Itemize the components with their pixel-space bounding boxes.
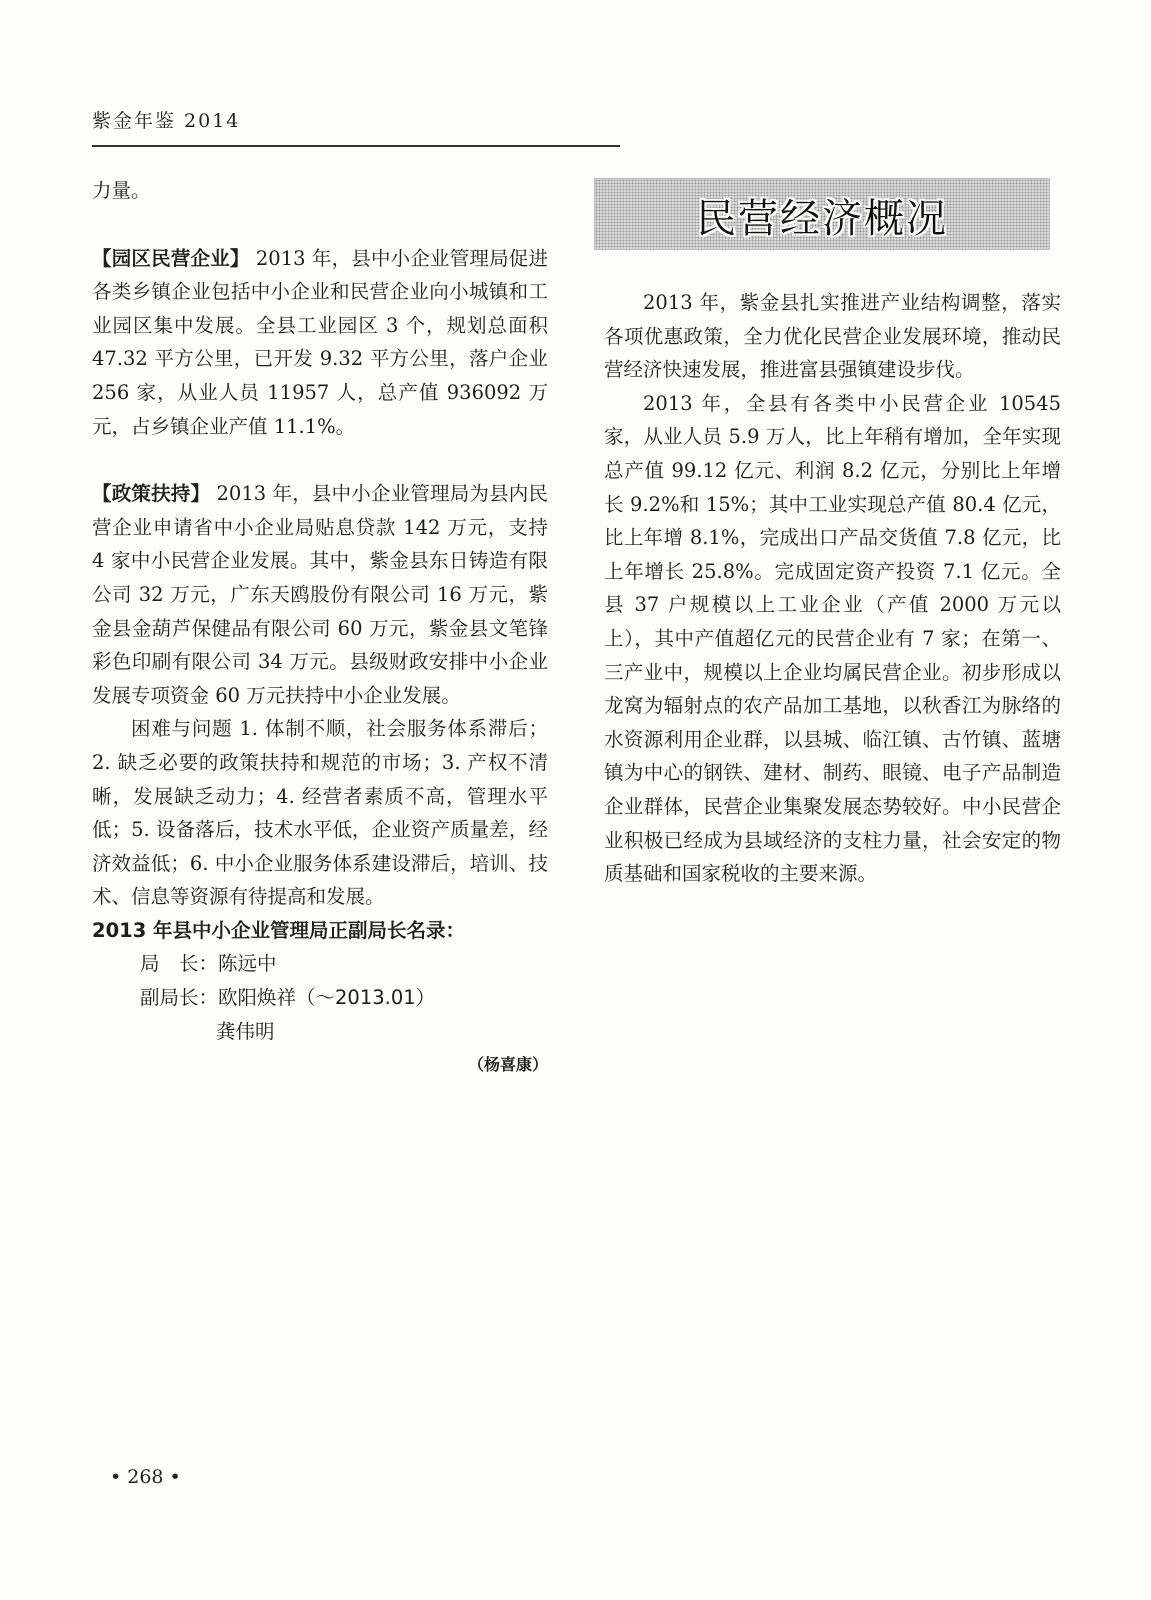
section-tag: 【政策扶持】 [92, 482, 211, 506]
roster-list [92, 947, 548, 1048]
paragraph: 2013 年，紫金县扎实推进产业结构调整，落实各项优惠政策，全力优化民营企业发展环境，推动民营经济快速发展，推进富县强镇建设步伐。 [604, 291, 1061, 382]
paragraph: 2013 年，全县有各类中小民营企业 10545 家，从业人员 5.9 万人，比上年稍有增加，全年实现总产值 99.12 亿元、利润 8.2 亿元，分别比上年增长 9.2%和 15%；其中工业实现总产值 80.4 亿元，比上年增 8.1%，完成出口产品交货值 7.8 亿元，比上年增长 25.8%。完成固定资产投资 7.1 亿元。全县 37 户规模以上工业企业（产值 2000 万元以上），其中产值超亿元的民营企业有 7 家；在第一、三产业中，规模以上企业均属民营企业。初步形成以龙窝为辐射点的农产品加工基地，以秋香江为脉络的水资源利用企业群，以县城、临江镇、古竹镇、蓝塘镇为中心的钢铁、建材、制药、眼镜、电子产品制造企业群体，民营企业集聚发展态势较好。中小民营企业积极已经成为县域经济的支柱力量，社会安定的物质基础和国家税收的主要来源。 [604, 391, 1061, 886]
section-body: 2013 年，县中小企业管理局为县内民营企业申请省中小企业局贴息贷款 142 万元，支持 4 家中小民营企业发展。其中，紫金县东日铸造有限公司 32 万元，广东天鸥股份有限公司 16 万元，紫金县金葫芦保健品有限公司 60 万元，紫金县文笔锋彩色印刷有限公司 34 万元。县级财政安排中小企业发展专项资金 60 万元扶持中小企业发展。 [92, 482, 548, 707]
section-title: 民营经济概况 [696, 196, 948, 242]
roster-item: 局 长：陈远中 [140, 952, 277, 976]
problems-label: 困难与问题 [131, 717, 233, 741]
problems-paragraph [92, 712, 548, 914]
section-tag: 【园区民营企业】 [92, 246, 250, 270]
right-column [604, 286, 1061, 891]
spacer [92, 208, 548, 242]
roster-title: 2013 年县中小企业管理局正副局长名录： [92, 918, 466, 942]
header-rule [92, 145, 620, 147]
page-number: • 268 • [110, 1466, 181, 1488]
section-heading-box [594, 178, 1050, 250]
section-policy-support [92, 477, 548, 712]
roster-item: 龚伟明 [216, 1019, 275, 1043]
problems-body: 1. 体制不顺，社会服务体系滞后；2. 缺乏必要的政策扶持和规范的市场；3. 产权不清晰，发展缺乏动力；4. 经营者素质不高，管理水平低；5. 设备落后，技术水平低，企业资产质量差，经济效益低；6. 中小企业服务体系建设滞后，培训、技术、信息等资源有待提高和发展。 [92, 717, 548, 909]
author-byline: （杨喜康） [467, 1055, 548, 1075]
section-body: 2013 年，县中小企业管理局促进各类乡镇企业包括中小企业和民营企业向小城镇和工业园区集中发展。全县工业园区 3 个，规划总面积 47.32 平方公里，已开发 9.32 平方公里，落户企业 256 家，从业人员 11957 人，总产值 936092 万元，占乡镇企业产值 11.1%。 [92, 246, 548, 438]
carryover-text: 力量。 [92, 179, 151, 202]
spacer [92, 443, 548, 477]
running-header: 紫金年鉴 2014 [92, 110, 241, 132]
left-column [92, 174, 548, 1082]
roster-item: 副局长：欧阳焕祥（～2013.01） [140, 986, 436, 1010]
section-industrial-park [92, 242, 548, 444]
